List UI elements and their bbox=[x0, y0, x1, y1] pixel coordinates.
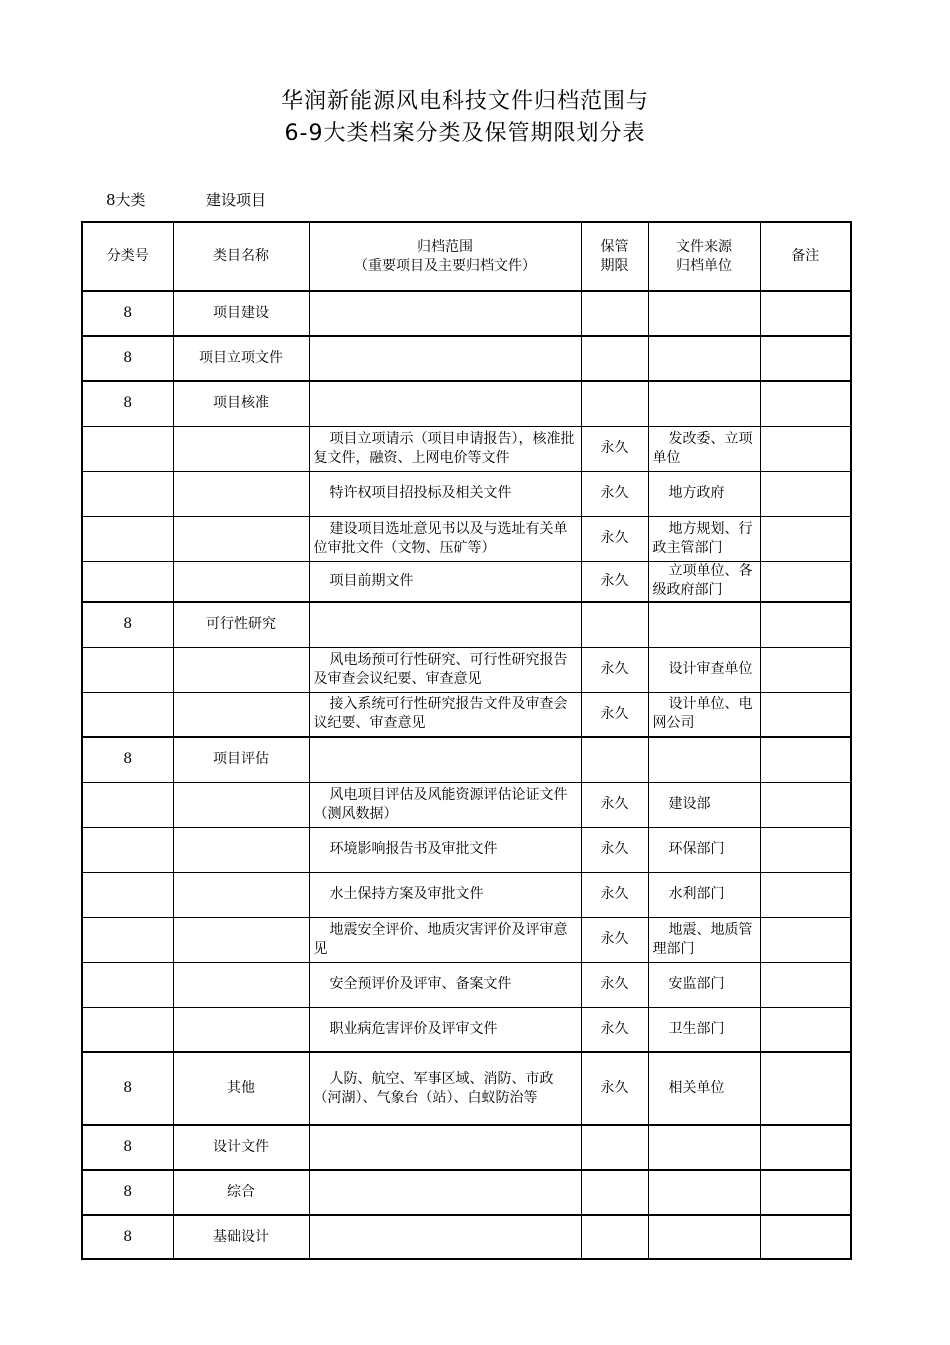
row-note bbox=[760, 516, 851, 561]
row-source bbox=[648, 1215, 760, 1259]
row-name bbox=[173, 692, 309, 737]
row-period: 永久 bbox=[581, 471, 648, 516]
row-code: 8 bbox=[82, 737, 173, 782]
row-note bbox=[760, 872, 851, 917]
row-period: 永久 bbox=[581, 962, 648, 1007]
row-scope bbox=[309, 737, 581, 782]
table-row bbox=[82, 917, 851, 962]
row-scope: 水土保持方案及审批文件 bbox=[309, 872, 581, 917]
document-title-line2: 6-9大类档案分类及保管期限划分表 bbox=[284, 121, 646, 146]
row-code: 8 bbox=[82, 1170, 173, 1215]
row-scope: 接入系统可行性研究报告文件及审查会议纪要、审查意见 bbox=[309, 692, 581, 737]
row-note bbox=[760, 381, 851, 426]
row-scope: 职业病危害评价及评审文件 bbox=[309, 1007, 581, 1052]
row-code bbox=[82, 516, 173, 561]
document-title-line1: 华润新能源风电科技文件归档范围与 bbox=[280, 89, 649, 114]
row-name: 综合 bbox=[173, 1170, 309, 1215]
table-header-row bbox=[82, 222, 851, 291]
row-note bbox=[760, 426, 851, 471]
row-name bbox=[173, 917, 309, 962]
row-source: 环保部门 bbox=[648, 827, 760, 872]
row-code bbox=[82, 1007, 173, 1052]
row-source bbox=[648, 1170, 760, 1215]
table-row bbox=[82, 336, 851, 381]
row-source: 建设部 bbox=[648, 782, 760, 827]
row-source: 立项单位、各级政府部门 bbox=[648, 561, 760, 602]
row-note bbox=[760, 1125, 851, 1170]
row-period: 永久 bbox=[581, 561, 648, 602]
row-note bbox=[760, 1215, 851, 1259]
row-name: 可行性研究 bbox=[173, 602, 309, 647]
table-row bbox=[82, 1170, 851, 1215]
row-name: 其他 bbox=[173, 1052, 309, 1125]
row-period bbox=[581, 336, 648, 381]
header-period-line2: 期限 bbox=[600, 257, 629, 274]
row-code bbox=[82, 917, 173, 962]
row-scope: 风电项目评估及风能资源评估论证文件（测风数据） bbox=[309, 782, 581, 827]
row-source bbox=[648, 737, 760, 782]
table-row bbox=[82, 737, 851, 782]
row-period: 永久 bbox=[581, 917, 648, 962]
row-code: 8 bbox=[82, 602, 173, 647]
row-name bbox=[173, 561, 309, 602]
row-scope bbox=[309, 602, 581, 647]
row-code bbox=[82, 782, 173, 827]
category-label: 8大类 bbox=[106, 191, 146, 209]
row-name bbox=[173, 426, 309, 471]
row-period: 永久 bbox=[581, 827, 648, 872]
header-source bbox=[648, 222, 760, 291]
table-row bbox=[82, 647, 851, 692]
row-scope bbox=[309, 336, 581, 381]
row-name bbox=[173, 962, 309, 1007]
row-scope: 建设项目选址意见书以及与选址有关单位审批文件（文物、压矿等） bbox=[309, 516, 581, 561]
header-note: 备注 bbox=[760, 222, 851, 291]
table-row bbox=[82, 1125, 851, 1170]
row-source: 地震、地质管理部门 bbox=[648, 917, 760, 962]
table-row bbox=[82, 471, 851, 516]
row-code: 8 bbox=[82, 291, 173, 336]
row-note bbox=[760, 962, 851, 1007]
row-code bbox=[82, 962, 173, 1007]
table-row bbox=[82, 1215, 851, 1259]
header-period bbox=[581, 222, 648, 291]
table-row bbox=[82, 381, 851, 426]
row-code: 8 bbox=[82, 1215, 173, 1259]
row-code: 8 bbox=[82, 1052, 173, 1125]
table-row bbox=[82, 1007, 851, 1052]
row-note bbox=[760, 782, 851, 827]
row-name: 项目核准 bbox=[173, 381, 309, 426]
row-note bbox=[760, 1052, 851, 1125]
header-source-line1: 文件来源 bbox=[676, 238, 732, 255]
row-scope bbox=[309, 381, 581, 426]
row-note bbox=[760, 737, 851, 782]
row-source: 地方规划、行政主管部门 bbox=[648, 516, 760, 561]
header-period-line1: 保管 bbox=[600, 238, 629, 255]
header-scope-line1: 归档范围 bbox=[417, 238, 473, 255]
table-row bbox=[82, 782, 851, 827]
table-row bbox=[82, 827, 851, 872]
table-row bbox=[82, 561, 851, 602]
row-code bbox=[82, 561, 173, 602]
row-note bbox=[760, 561, 851, 602]
row-period: 永久 bbox=[581, 426, 648, 471]
row-scope: 环境影响报告书及审批文件 bbox=[309, 827, 581, 872]
row-note bbox=[760, 917, 851, 962]
row-name bbox=[173, 827, 309, 872]
row-period: 永久 bbox=[581, 782, 648, 827]
row-period: 永久 bbox=[581, 872, 648, 917]
row-name bbox=[173, 872, 309, 917]
row-scope bbox=[309, 291, 581, 336]
row-scope: 项目立项请示（项目申请报告），核准批复文件，融资、上网电价等文件 bbox=[309, 426, 581, 471]
row-source: 安监部门 bbox=[648, 962, 760, 1007]
row-note bbox=[760, 602, 851, 647]
row-source bbox=[648, 1125, 760, 1170]
row-period bbox=[581, 1215, 648, 1259]
row-period: 永久 bbox=[581, 516, 648, 561]
row-name bbox=[173, 516, 309, 561]
table-row bbox=[82, 962, 851, 1007]
category-name: 建设项目 bbox=[206, 191, 267, 209]
row-source bbox=[648, 291, 760, 336]
row-name: 项目评估 bbox=[173, 737, 309, 782]
row-scope: 项目前期文件 bbox=[309, 561, 581, 602]
row-code bbox=[82, 647, 173, 692]
table-row bbox=[82, 692, 851, 737]
row-name bbox=[173, 1007, 309, 1052]
row-note bbox=[760, 336, 851, 381]
row-scope bbox=[309, 1170, 581, 1215]
header-scope-line2: （重要项目及主要归档文件） bbox=[354, 257, 536, 274]
row-period: 永久 bbox=[581, 647, 648, 692]
row-period: 永久 bbox=[581, 1007, 648, 1052]
row-name bbox=[173, 647, 309, 692]
row-period: 永久 bbox=[581, 692, 648, 737]
table-row bbox=[82, 1052, 851, 1125]
row-scope: 人防、航空、军事区域、消防、市政（河湖）、气象台（站）、白蚁防治等 bbox=[309, 1052, 581, 1125]
row-period bbox=[581, 291, 648, 336]
header-name: 类目名称 bbox=[173, 222, 309, 291]
row-name: 项目立项文件 bbox=[173, 336, 309, 381]
row-source: 水利部门 bbox=[648, 872, 760, 917]
row-period bbox=[581, 381, 648, 426]
row-code: 8 bbox=[82, 381, 173, 426]
row-note bbox=[760, 1170, 851, 1215]
row-source bbox=[648, 381, 760, 426]
row-name: 项目建设 bbox=[173, 291, 309, 336]
table-row bbox=[82, 516, 851, 561]
row-scope: 安全预评价及评审、备案文件 bbox=[309, 962, 581, 1007]
row-name bbox=[173, 782, 309, 827]
row-source: 相关单位 bbox=[648, 1052, 760, 1125]
row-code bbox=[82, 692, 173, 737]
row-scope: 特许权项目招投标及相关文件 bbox=[309, 471, 581, 516]
row-period bbox=[581, 602, 648, 647]
row-scope bbox=[309, 1215, 581, 1259]
row-code bbox=[82, 471, 173, 516]
row-code bbox=[82, 426, 173, 471]
row-note bbox=[760, 471, 851, 516]
row-code: 8 bbox=[82, 1125, 173, 1170]
row-period: 永久 bbox=[581, 1052, 648, 1125]
row-name bbox=[173, 471, 309, 516]
row-name: 设计文件 bbox=[173, 1125, 309, 1170]
header-source-line2: 归档单位 bbox=[676, 257, 732, 274]
header-code: 分类号 bbox=[82, 222, 173, 291]
row-code bbox=[82, 872, 173, 917]
row-source: 设计审查单位 bbox=[648, 647, 760, 692]
row-source: 卫生部门 bbox=[648, 1007, 760, 1052]
row-scope bbox=[309, 1125, 581, 1170]
row-note bbox=[760, 291, 851, 336]
row-period bbox=[581, 737, 648, 782]
row-source bbox=[648, 336, 760, 381]
row-source: 地方政府 bbox=[648, 471, 760, 516]
row-note bbox=[760, 647, 851, 692]
row-source: 发改委、立项单位 bbox=[648, 426, 760, 471]
row-note bbox=[760, 692, 851, 737]
table-row bbox=[82, 602, 851, 647]
row-source bbox=[648, 602, 760, 647]
row-note bbox=[760, 827, 851, 872]
row-note bbox=[760, 1007, 851, 1052]
table-row bbox=[82, 872, 851, 917]
row-code bbox=[82, 827, 173, 872]
row-period bbox=[581, 1170, 648, 1215]
row-name: 基础设计 bbox=[173, 1215, 309, 1259]
table-row bbox=[82, 291, 851, 336]
row-period bbox=[581, 1125, 648, 1170]
row-scope: 地震安全评价、地质灾害评价及评审意见 bbox=[309, 917, 581, 962]
row-source: 设计单位、电网公司 bbox=[648, 692, 760, 737]
table-row bbox=[82, 426, 851, 471]
header-scope bbox=[309, 222, 581, 291]
row-scope: 风电场预可行性研究、可行性研究报告及审查会议纪要、审查意见 bbox=[309, 647, 581, 692]
archive-classification-table bbox=[81, 221, 852, 1260]
row-code: 8 bbox=[82, 336, 173, 381]
